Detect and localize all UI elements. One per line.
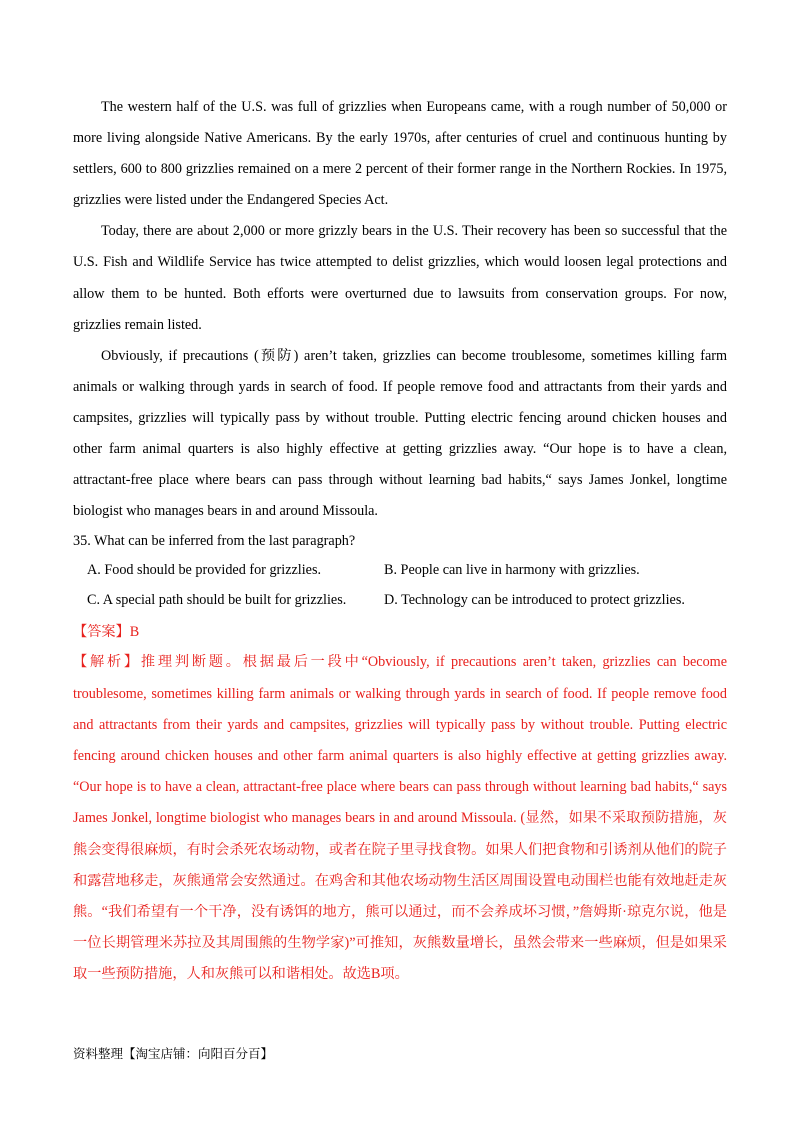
option-b: B. People can live in harmony with grizzlies. (384, 562, 640, 579)
option-d: D. Technology can be introduced to protect grizzlies. (384, 591, 685, 608)
passage-paragraph-2: Today, there are about 2,000 or more grizzly bears in the U.S. Their recovery has been so successful that the U.S. Fish and Wildlife Service has twice attempted to delist grizzlies, which would loosen legal protections and allow them to be hunted. Both efforts were overturned due to lawsuits from conservation groups. For now, grizzlies remain listed. (73, 223, 727, 333)
passage-paragraph-1: The western half of the U.S. was full of grizzlies when Europeans came, with a rough number of 50,000 or more living alongside Native Americans. By the early 1970s, after centuries of cruel and continuous hunting by settlers, 600 to 800 grizzlies remained on a mere 2 percent of their former range in the Northern Rockies. In 1975, grizzlies were listed under the Endangered Species Act. (73, 99, 727, 209)
analysis-text: 【解析】推理判断题。根据最后一段中“Obviously, if precautions aren’t taken, grizzlies can become troublesome, sometimes killing farm animals or walking through yards in search of food. If people remove food and attractants from their yards and campsites, grizzlies will typically pass by without trouble. Putting electric fencing around chicken houses and other farm animal quarters is also highly effective at getting grizzlies away. “Our hope is to have a clean, attractant-free place where bears can pass through without learning bad habits,“ says James Jonkel, longtime biologist who manages bears in and around Missoula. (显然，如果不采取预防措施，灰熊会变得很麻烦，有时会杀死农场动物，或者在院子里寻找食物。如果人们把食物和引诱剂从他们的院子和露营地移走，灰熊通常会安然通过。在鸡舍和其他农场动物生活区周围设置电动围栏也能有效地赶走灰熊。“我们希望有一个干净，没有诱饵的地方，熊可以通过，而不会养成坏习惯，”詹姆斯·琼克尔说，他是一位长期管理米苏拉及其周围熊的生物学家)”可推知，灰熊数量增长，虽然会带来一些麻烦，但是如果采取一些预防措施，人和灰熊可以和谐相处。故选B项。 (73, 654, 727, 983)
answer-label: 【答案】B (73, 624, 140, 641)
document-page (73, 92, 727, 991)
question-stem: 35. What can be inferred from the last paragraph? (73, 533, 356, 550)
answer-options (73, 556, 727, 615)
footer-source: 资料整理【淘宝店铺：向阳百分百】 (73, 1047, 274, 1061)
passage-paragraph-3: Obviously, if precautions (预防) aren’t taken, grizzlies can become troublesome, sometimes killing farm animals or walking through yards in search of food. If people remove food and attractants from their yards and campsites, grizzlies will typically pass by without trouble. Putting electric fencing around chicken houses and other farm animal quarters is also highly effective at getting grizzlies away. “Our hope is to have a clean, attractant-free place where bears can pass through without learning bad habits,“ says James Jonkel, longtime biologist who manages bears in and around Missoula. (73, 347, 727, 520)
option-a: A. Food should be provided for grizzlies. (87, 562, 322, 579)
option-c: C. A special path should be built for grizzlies. (87, 591, 347, 608)
